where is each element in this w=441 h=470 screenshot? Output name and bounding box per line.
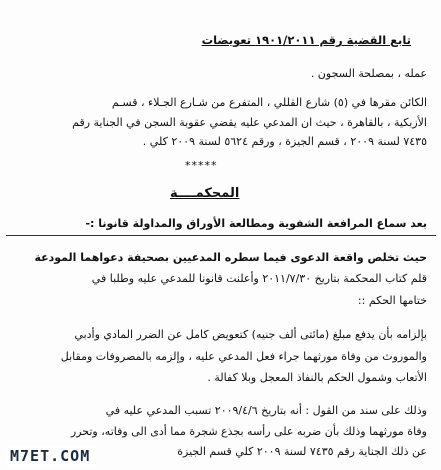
claims-line-3: الأتعاب وشمول الحكم بالنفاذ المعجل وبلا كفالة . [207,371,427,384]
facts-line-2: قلم كتاب المحكمة بتاريخ ٢٠١١/٧/٣٠ وأعلنت قانونا للمدعي عليه وطلبا في [91,272,427,285]
basis-line-3: عن ذلك الجناية رقم ٧٤٣٥ لسنة ٢٠٠٩ كلي قسم الجيزة [177,445,427,458]
facts-line-1-text: حيث تخلص واقعة الدعوى فيما سطره المدعيين بصحيفة دعواهما المودعة [34,251,427,264]
intro-line-4: ٧٤٣٥ لسنة ٢٠٠٩ ، قسم الجيزة ، ورقم ٥٦٢٤ لسنة ٢٠٠٩ كلي . [142,135,427,148]
intro-line-3: الأزبكية ، بالقاهرة ، حيث ان المدعي عليه يقضي عقوبة السجن في الجناية رقم [72,116,427,129]
case-number-heading: تابع القضية رقم ١٩٠١/٢٠١١ تعويضات [201,33,411,47]
separator-stars: ***** [185,159,218,172]
court-section-title: المحكمــــة [170,186,240,201]
intro-line-2: الكائن مقرها في (٥) شارع القللي ، المتفرع من شـارع الجـلاء ، قسـم [111,96,427,109]
divider-line [6,235,436,236]
facts-line-1 [34,251,427,265]
claims-line-2: والموروث من وفاة مورثهما جراء فعل المدعي عليه ، وإلزمه بالمصروفات ومقابل [60,350,427,363]
site-watermark-logo: M7ET.COM [6,446,94,466]
intro-line-1: عمله ، بمصلحة السجون . [310,67,427,80]
after-hearing-line: بعد سماع المرافعة الشفوية ومطالعة الأوراق والمداولة قانونا :- [85,217,427,230]
basis-line-2: وفاة مورثهما وذلك بأن ضربه على رأسه بجذع شجرة مما أدى الى وفاته، وتحرر [70,425,427,438]
facts-line-3: ختامها الحكم :: [357,294,427,307]
basis-line-1: وذلك على سند من القول : أنه بتاريخ ٢٠٠٩/٤/٦ تسبب المدعي عليه في [105,404,427,417]
claims-line-1: بإلزامه بأن يدفع مبلغ (مائتى ألف جنيه) كتعويض كامل عن الضرر المادي وأدبي [74,328,427,341]
